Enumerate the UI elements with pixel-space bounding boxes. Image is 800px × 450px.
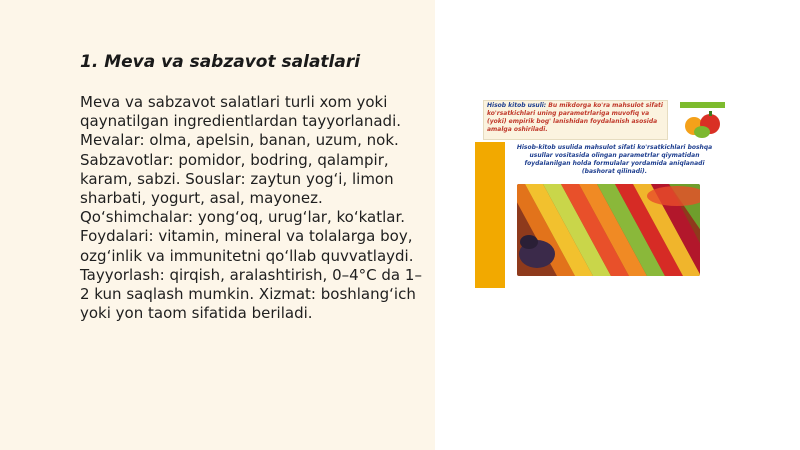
vegetables-clipart <box>680 102 725 140</box>
figure-header-lead: Hisob kitob usuli: <box>487 102 547 109</box>
figure-accent-bar <box>475 142 505 288</box>
figure-header-text: Bu mikdorga ko'ra mahsulot sifati ko'rsatkichlari uning parametrlariga muvofiq va (yoki) empirik bog' lanishidan foydalanish asosida amalga oshiriladi. <box>487 102 663 133</box>
vegetable-display-photo <box>517 184 700 276</box>
green-stripe <box>680 102 725 108</box>
figure-caption: Hisob-kitob usulida mahsulot sifati ko'rsatkichlari boshqa usullar vositasida olingan parametrlar qiymatidan foydalanilgan holda formulalar yordamida aniqlanadi (bashorat qilinadi). <box>516 144 713 175</box>
salad-figure <box>475 98 725 288</box>
slide-title: 1. Meva va sabzavot salatlari <box>80 52 361 72</box>
slide-body-text: Meva va sabzavot salatlari turli xom yoki qaynatilgan ingredientlardan tayyorlanadi. Mevalar: olma, apelsin, banan, uzum, nok. Sabzavotlar: pomidor, bodring, qalampir, karam, sabzi. Souslar: zaytun yog‘i, limon sharbati, yogurt, asal, mayonez. Qo‘shimchalar: yong‘oq, urug‘lar, ko‘katlar. Foydalari: vitamin, mineral va tolalarga boy, ozg‘inlik va immunitetni qo‘llab quvvatlaydi. Tayyorlash: qirqish, aralashtirish, 0–4°C da 1–2 kun saqlash mumkin. Xizmat: boshlang‘ich yoki yon taom sifatida beriladi. <box>80 93 422 323</box>
vegetable-rows-icon <box>517 184 700 276</box>
figure-header-box <box>483 100 668 140</box>
